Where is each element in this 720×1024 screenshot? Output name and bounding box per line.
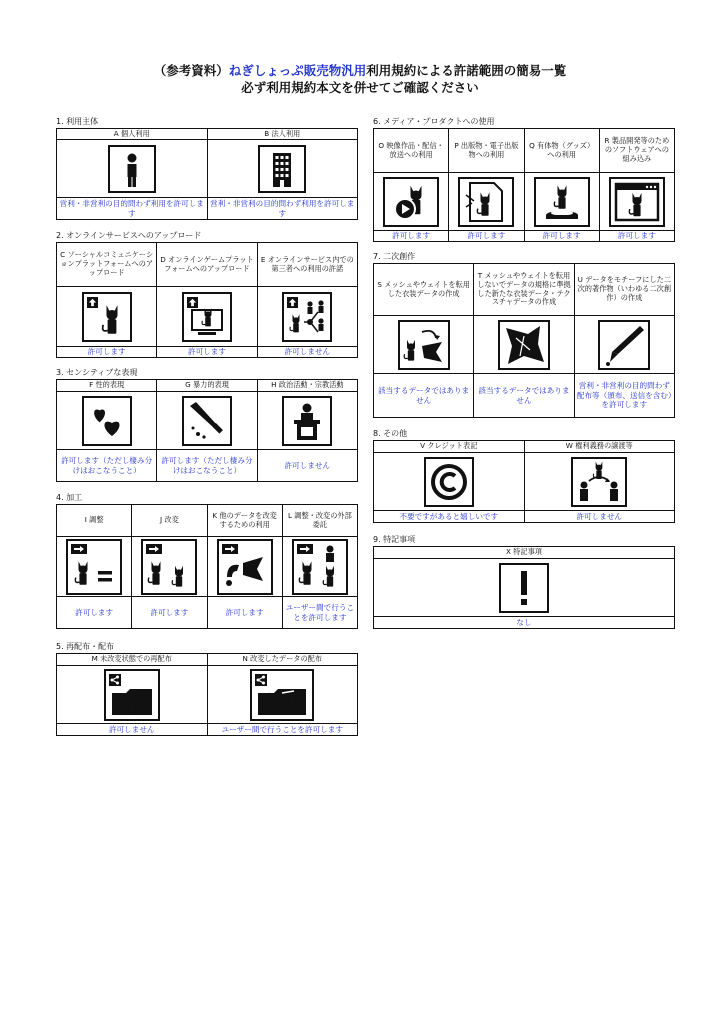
section-usage-subject xyxy=(56,117,358,220)
item-head-o: O 映像作品・配信・放送への利用 xyxy=(374,129,449,173)
item-head-m: M 未改変状態での再配布 xyxy=(57,654,208,666)
knife-icon xyxy=(182,396,232,446)
item-head-s: S メッシュやウェイトを転用した衣装データの作成 xyxy=(374,264,474,316)
section-derivative-works xyxy=(373,252,675,418)
section-label: 1. 利用主体 xyxy=(56,117,99,126)
section-processing xyxy=(56,493,358,629)
publication-icon xyxy=(458,177,514,227)
modify-other-icon xyxy=(217,539,273,595)
item-result-l: ユーザー間で行うことを許可します xyxy=(282,597,357,629)
item-result-n: ユーザー間で行うことを許可します xyxy=(207,724,358,736)
cloth-icon xyxy=(498,320,550,370)
share-third-party-icon xyxy=(282,292,332,342)
item-head-u: U データをモチーフにした二次的著作物（いわゆる二次創作）の作成 xyxy=(574,264,674,316)
software-icon xyxy=(609,177,665,227)
section-special-notes xyxy=(373,535,675,629)
section-label: 6. メディア・プロダクトへの使用 xyxy=(373,117,495,126)
person-icon xyxy=(108,145,156,193)
transfer-rights-icon xyxy=(571,457,627,507)
section-redistribution xyxy=(56,642,358,736)
building-icon xyxy=(258,145,306,193)
copyright-icon xyxy=(424,457,474,507)
item-head-h: H 政治活動・宗教活動 xyxy=(257,380,357,392)
section-label: 8. その他 xyxy=(373,429,408,438)
item-head-i: I 調整 xyxy=(57,505,132,537)
section-sensitive-expression xyxy=(56,368,358,482)
upload-monitor-icon xyxy=(182,292,232,342)
mesh-transfer-icon xyxy=(398,320,450,370)
item-result-j: 許可します xyxy=(132,597,207,629)
section-media-products xyxy=(373,117,675,242)
item-head-b: B 法人利用 xyxy=(207,129,358,140)
item-head-f: F 性的表現 xyxy=(57,380,157,392)
item-result-x: なし xyxy=(374,617,675,629)
outsourcing-icon xyxy=(292,539,348,595)
section-other xyxy=(373,429,675,523)
item-head-n: N 改変したデータの配布 xyxy=(207,654,358,666)
item-head-l: L 調整・改変の外部委託 xyxy=(282,505,357,537)
exclamation-icon xyxy=(499,563,549,613)
item-result-m: 許可しません xyxy=(57,724,208,736)
item-head-p: P 出版物・電子出版物への利用 xyxy=(449,129,524,173)
modify-icon xyxy=(141,539,197,595)
item-result-o: 許可します xyxy=(374,231,449,242)
item-result-t: 該当するデータではありません xyxy=(474,374,574,418)
item-head-q: Q 有体物（グッズ）への利用 xyxy=(524,129,599,173)
item-head-g: G 暴力的表現 xyxy=(157,380,257,392)
adjust-icon xyxy=(66,539,122,595)
item-result-u: 営利・非営利の目的問わず配布等（頒布、送信を含む）を許可します xyxy=(574,374,674,418)
item-result-s: 該当するデータではありません xyxy=(374,374,474,418)
item-result-q: 許可します xyxy=(524,231,599,242)
section-online-upload xyxy=(56,231,358,358)
section-label: 7. 二次創作 xyxy=(373,252,416,261)
document-title xyxy=(0,62,720,96)
item-head-r: R 製品開発等のためのソフトウェアへの組み込み xyxy=(599,129,674,173)
distribute-modified-icon xyxy=(250,669,314,721)
section-label: 9. 特記事項 xyxy=(373,535,416,544)
video-icon xyxy=(383,177,439,227)
item-result-h: 許可しません xyxy=(257,450,357,482)
item-result-w: 許可しません xyxy=(524,511,675,523)
title-line-2: 必ず利用規約本文を併せてご確認ください xyxy=(241,80,479,95)
item-result-c: 許可します xyxy=(57,347,157,358)
item-result-g: 許可します（ただし棲み分けはおこなうこと） xyxy=(157,450,257,482)
item-result-k: 許可します xyxy=(207,597,282,629)
redistribute-icon xyxy=(104,669,160,721)
pen-icon xyxy=(598,320,650,370)
section-label: 2. オンラインサービスへのアップロード xyxy=(56,231,202,240)
item-head-j: J 改変 xyxy=(132,505,207,537)
item-result-i: 許可します xyxy=(57,597,132,629)
item-result-d: 許可します xyxy=(157,347,257,358)
item-head-x: X 特記事項 xyxy=(374,547,675,559)
item-head-a: A 個人利用 xyxy=(57,129,208,140)
item-result-r: 許可します xyxy=(599,231,674,242)
goods-icon xyxy=(534,177,590,227)
item-result-e: 許可しません xyxy=(257,347,357,358)
item-head-c: C ソーシャルコミュニケーションプラットフォームへのアップロード xyxy=(57,243,157,287)
item-head-v: V クレジット表記 xyxy=(374,441,525,453)
item-head-e: E オンラインサービス内での第三者への利用の許諾 xyxy=(257,243,357,287)
item-head-t: T メッシュやウェイトを転用しないでデータの規格に準拠した新たな衣装データ・テクスチャデータの作成 xyxy=(474,264,574,316)
section-label: 5. 再配布・配布 xyxy=(56,642,115,651)
podium-icon xyxy=(282,396,332,446)
item-result-v: 不要ですがあると嬉しいです xyxy=(374,511,525,523)
item-result-a: 営利・非営利の目的問わず利用を許可します xyxy=(57,198,208,220)
title-highlight: ねぎしょっぷ販売物汎用 xyxy=(228,63,367,78)
item-result-f: 許可します（ただし棲み分けはおこなうこと） xyxy=(57,450,157,482)
upload-cat-icon xyxy=(82,292,132,342)
item-head-d: D オンラインゲームプラットフォームへのアップロード xyxy=(157,243,257,287)
item-head-k: K 他のデータを改変するための利用 xyxy=(207,505,282,537)
item-result-p: 許可します xyxy=(449,231,524,242)
hearts-icon xyxy=(82,396,132,446)
title-line-1: （参考資料）ねぎしょっぷ販売物汎用利用規約による許諾範囲の簡易一覧 xyxy=(153,63,567,78)
section-label: 3. センシティブな表現 xyxy=(56,368,138,377)
item-result-b: 営利・非営利の目的問わず利用を許可します xyxy=(207,198,358,220)
item-head-w: W 権利義務の譲渡等 xyxy=(524,441,675,453)
section-label: 4. 加工 xyxy=(56,493,83,502)
